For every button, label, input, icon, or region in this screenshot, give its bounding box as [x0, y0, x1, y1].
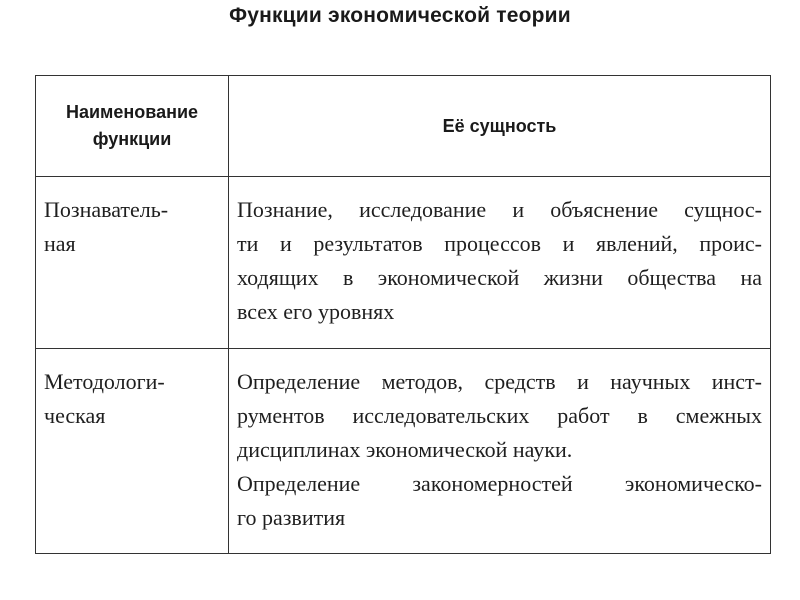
cell-line: ходящих в экономической жизни общества на — [237, 265, 762, 290]
cell-line: всех его уровнях — [237, 299, 395, 324]
row-function-name — [36, 349, 229, 554]
header-function-name-text: Наименование функции — [65, 102, 199, 149]
row-essence — [229, 349, 771, 554]
cell-line: дисциплинах экономической науки. — [237, 437, 573, 462]
header-function-name — [36, 76, 229, 177]
cell-line: го развития — [237, 505, 346, 530]
cell-line: Определение методов, средств и научных инст- — [237, 369, 762, 394]
table-row — [36, 177, 771, 349]
row-function-name — [36, 177, 229, 349]
cell-line: ти и результатов процессов и явлений, проис- — [237, 231, 762, 256]
cell-line: Методологи- — [44, 369, 165, 394]
cell-line: Познаватель- — [44, 197, 169, 222]
cell-line: ная — [44, 231, 76, 256]
cell-line: ческая — [44, 403, 106, 428]
functions-table — [35, 75, 771, 554]
table-header-row — [36, 76, 771, 177]
page-title: Функции экономической теории — [229, 4, 571, 27]
header-essence: Её сущность — [229, 76, 771, 177]
table-row — [36, 349, 771, 554]
cell-line: рументов исследовательских работ в смежных — [237, 403, 762, 428]
functions-table-wrapper — [35, 75, 770, 554]
cell-line: Определение закономерностей экономическо- — [237, 471, 762, 496]
row-essence — [229, 177, 771, 349]
cell-line: Познание, исследование и объяснение сущнос- — [237, 197, 762, 222]
